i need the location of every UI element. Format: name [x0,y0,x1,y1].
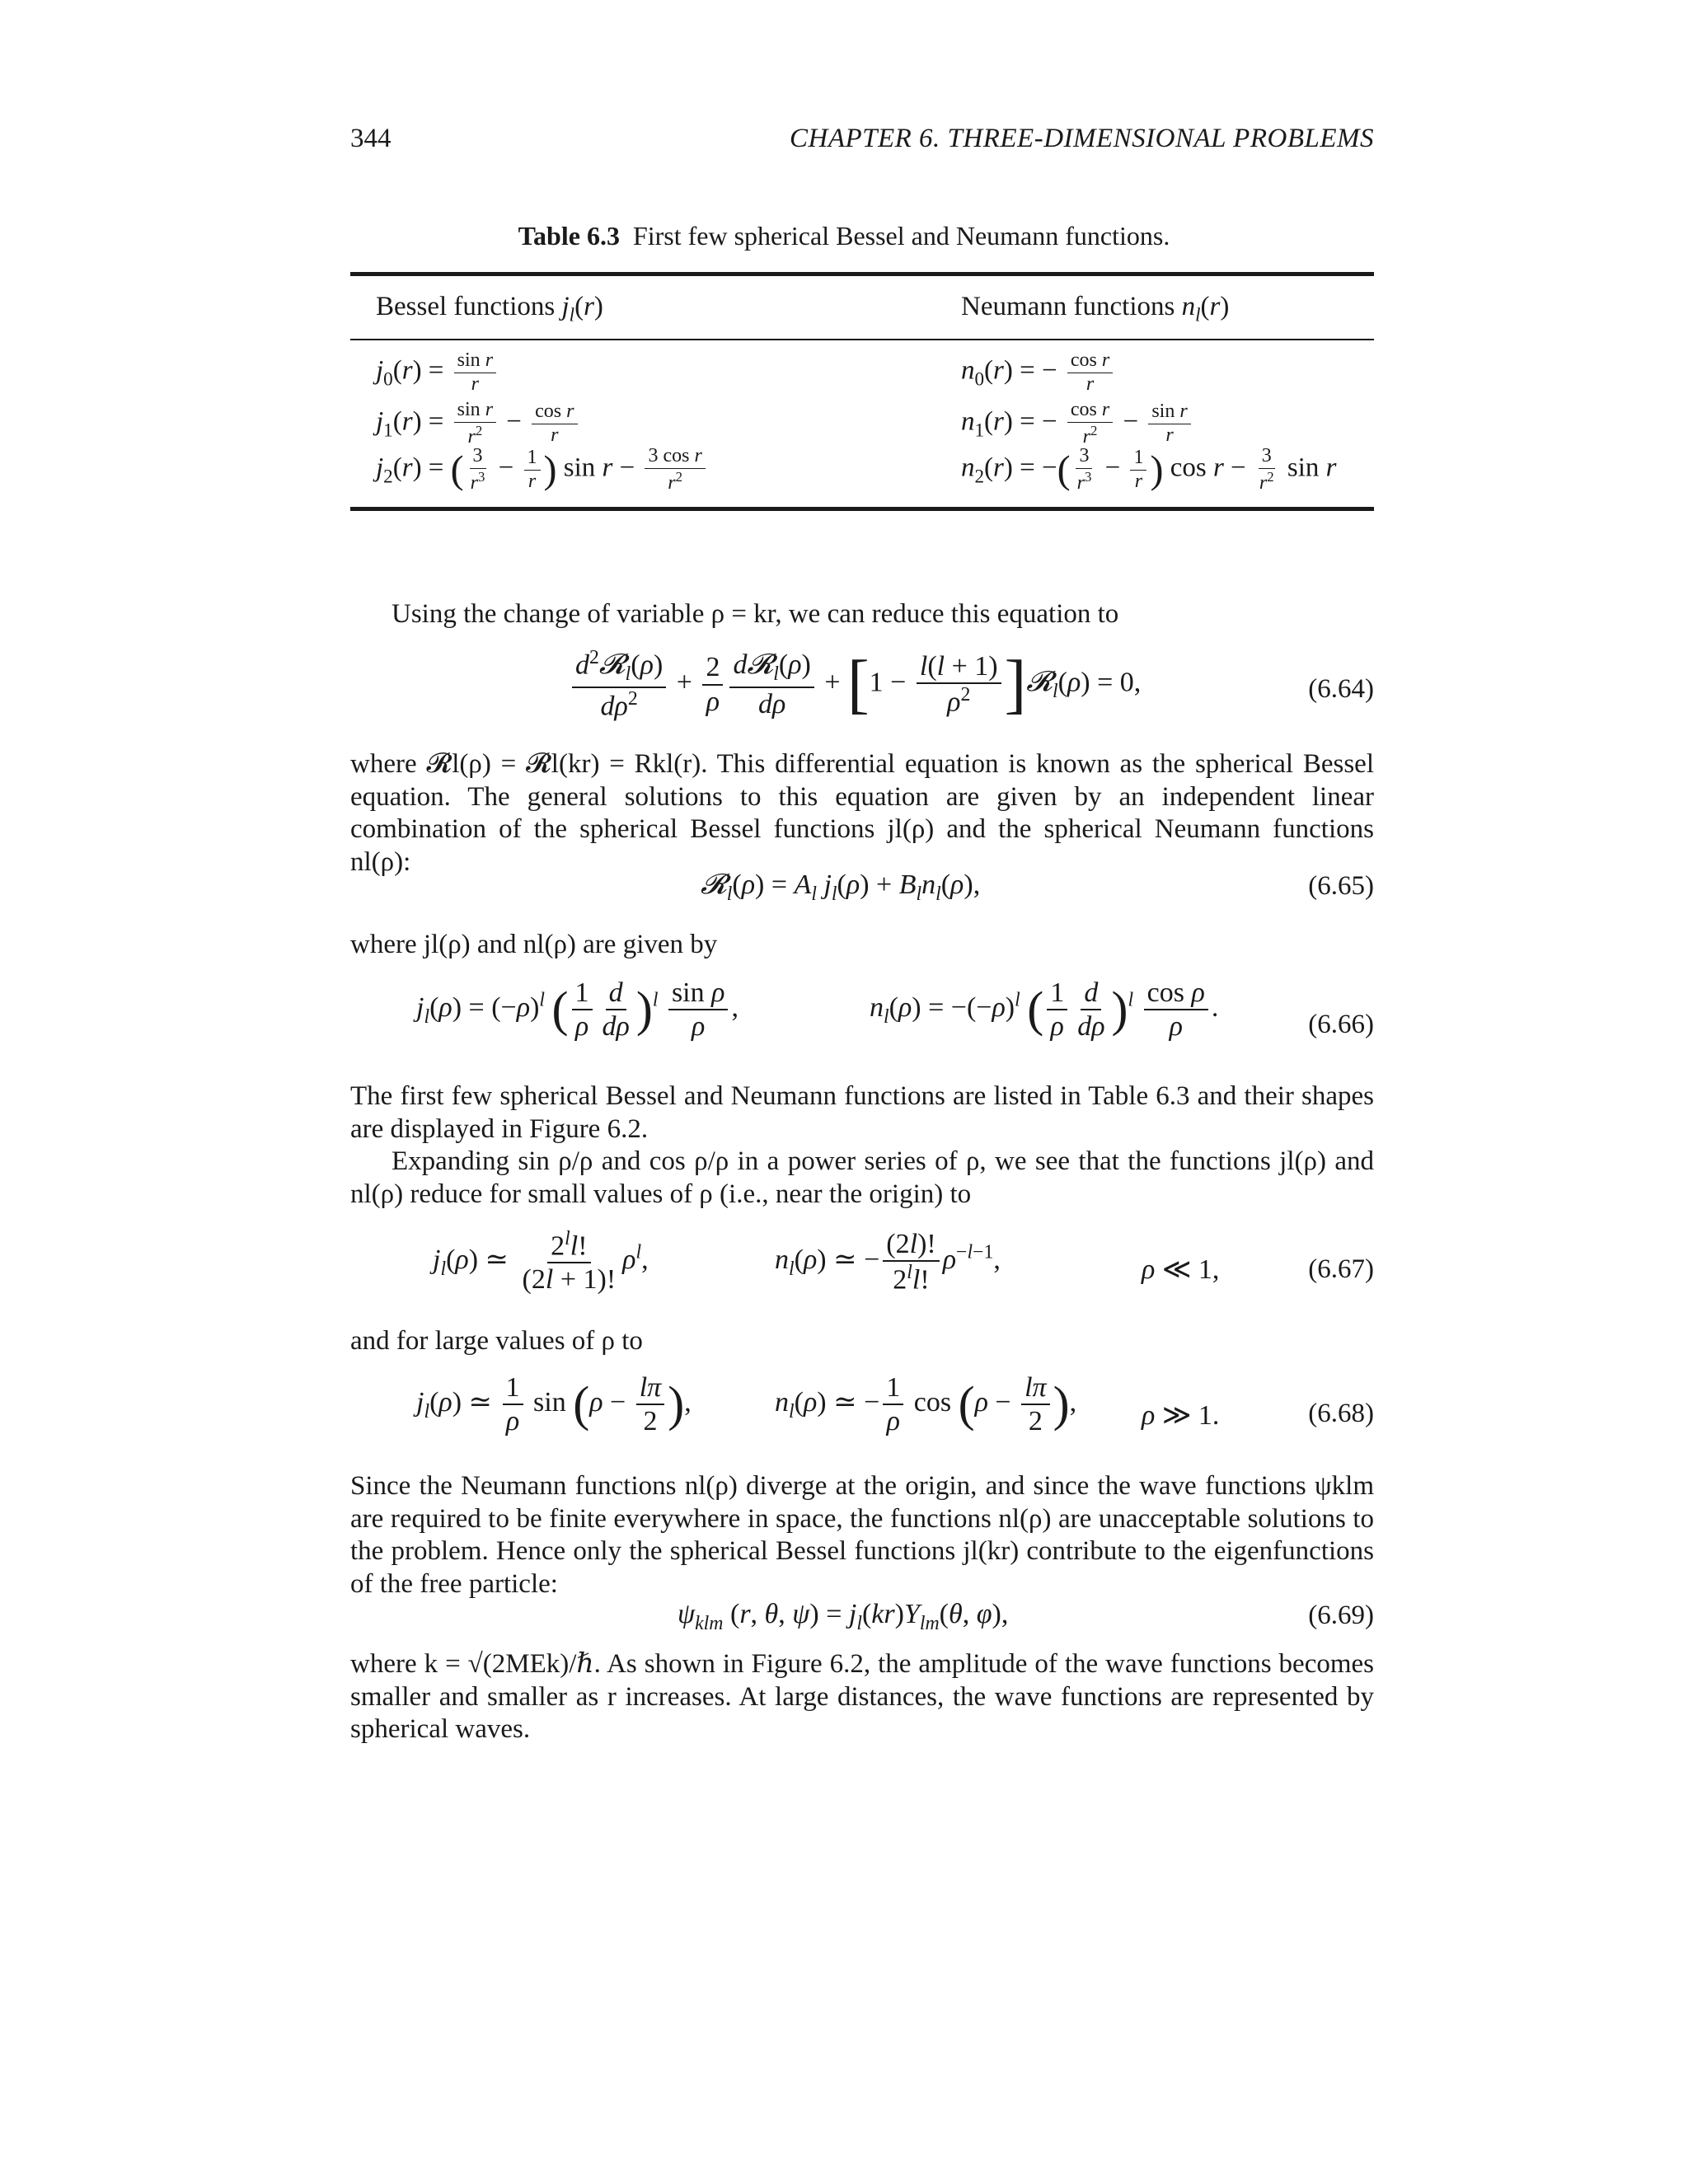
equation-6-66-n: $n_l(\rho) = -(-\rho)^l$ ( $\frac{1}{\rho}$ $\frac{d}{d\rho}$ )$^l$ $\frac{\text{cos ρ}}{\rho}$ . [870,977,1219,1043]
equation-number-6-67: (6.67) [1308,1254,1374,1284]
equation-6-67-condition: ρ ≪ 1, [1142,1254,1220,1285]
table-header-bessel: Bessel functions $j_l(r)$ [376,292,603,326]
equation-6-64: $\frac{d^2𝓡_l(\rho)}{d\rho^2}$ + $\frac{2}{\rho}$ $\frac{d𝓡_l(\rho)}{d\rho}$ + [1 − $\frac{l(l + 1)}{\rho^2}$ ]𝓡$_l$(ρ) = 0, [569,647,1141,722]
equation-6-68-condition: ρ ≫ 1. [1142,1400,1220,1431]
table-caption [0,221,1688,251]
table-cell-j0: $j_0(r)$ = $\frac{\text{sin r}}{r}$ [376,349,499,396]
table-caption-text: First few spherical Bessel and Neumann functions. [632,221,1170,251]
page-number: 344 [350,124,392,153]
equation-6-67-j: $j_l(\rho)$ ≃ $\frac{2^ll!}{(2l + 1)!}$ $\rho^l$, [433,1228,649,1296]
table-header-rule [350,339,1374,340]
equation-6-65: 𝓡$_l$(ρ) = $A_l$ $j_l(\rho) + B_ln_l(\rho)$, [701,869,981,905]
chapter-title: CHAPTER 6. THREE-DIMENSIONAL PROBLEMS [789,124,1374,153]
equation-6-69: $\psi_{klm}$ (r, θ, $\psi) = j_l(kr)Y_{lm}(\theta$, φ), [678,1599,1009,1634]
table-cell-n1: $n_1(r)$ = − $\frac{\text{cos r}}{r^2}$ − $\frac{\text{sin r}}{r}$ [961,399,1194,448]
equation-6-66-j: $j_l(\rho) = (-\rho)^l$ ( $\frac{1}{\rho}$ $\frac{d}{d\rho}$ )$^l$ $\frac{\text{sin ρ}}{\rho}$ , [416,977,738,1043]
paragraph-neumann-diverge: Since the Neumann functions nl(ρ) diverge at the origin, and since the wave functions ψklm are required to be finite everywhere in space, the functions nl(ρ) are unacceptable solutions to the problem. Hence only the spherical Bessel functions jl(kr) contribute to the eigenfunctions of the free particle: [350,1471,1374,1599]
paragraph-change-of-variable: Using the change of variable ρ = kr, we can reduce this equation to [392,599,1119,629]
table-header-neumann: Neumann functions $n_l(r)$ [961,292,1230,326]
paragraph-power-series: Expanding sin ρ/ρ and cos ρ/ρ in a power series of ρ, we see that the functions jl(ρ) and nl(ρ) reduce for small values of ρ (i.e., near the origin) to [350,1146,1374,1209]
equation-number-6-64: (6.64) [1308,674,1374,704]
table-cell-n2: $n_2(r)$ = −( $\frac{3}{r^3}$ − $\frac{1}{r}$ ) cos r − $\frac{3}{r^2}$ sin r [961,445,1337,494]
equation-number-6-65: (6.65) [1308,871,1374,901]
table-caption-label: Table 6.3 [518,221,620,251]
equation-number-6-69: (6.69) [1308,1601,1374,1630]
paragraph-spherical-waves: where k = √(2MEk)/ℏ. As shown in Figure 6.2, the amplitude of the wave functions becomes smaller and smaller as r increases. At large distances, the wave functions are represented by spherical waves. [350,1649,1374,1744]
equation-6-68-n: $n_l(\rho)$ ≃ − $\frac{1}{\rho}$ cos (ρ − $\frac{l\pi}{2}$ ), [775,1372,1077,1437]
paragraph-spherical-bessel-equation: where 𝓡l(ρ) = 𝓡l(kr) = Rkl(r). This differential equation is known as the spherical Bessel equation. The general solutions to this equation are given by an independent linear combination of the spherical Bessel functions jl(ρ) and the spherical Neumann functions nl(ρ): [350,749,1374,877]
table-cell-n0: $n_0(r)$ = − $\frac{\text{cos r}}{r}$ [961,349,1116,396]
equation-number-6-66: (6.66) [1308,1010,1374,1039]
paragraph-large-values: and for large values of ρ to [350,1326,643,1356]
table-bottom-rule [350,507,1374,511]
table-top-rule [350,272,1374,276]
paragraph-first-few-functions: The first few spherical Bessel and Neumann functions are listed in Table 6.3 and their shapes are displayed in Figure 6.2. [350,1081,1374,1144]
equation-6-67-n: $n_l(\rho)$ ≃ − $\frac{(2l)!}{2^ll!}$ $\rho^{-l-1}$, [775,1229,1001,1296]
table-cell-j2: $j_2(r)$ = ( $\frac{3}{r^3}$ − $\frac{1}{r}$ ) sin r − $\frac{\text{3 cos r}}{r^2}$ [376,445,709,494]
equation-6-68-j: $j_l(\rho)$ ≃ $\frac{1}{\rho}$ sin (ρ − $\frac{l\pi}{2}$ ), [416,1372,692,1437]
table-cell-j1: $j_1(r)$ = $\frac{\text{sin r}}{r^2}$ − $\frac{\text{cos r}}{r}$ [376,399,581,448]
paragraph-given-by: where jl(ρ) and nl(ρ) are given by [350,930,718,959]
equation-number-6-68: (6.68) [1308,1399,1374,1428]
